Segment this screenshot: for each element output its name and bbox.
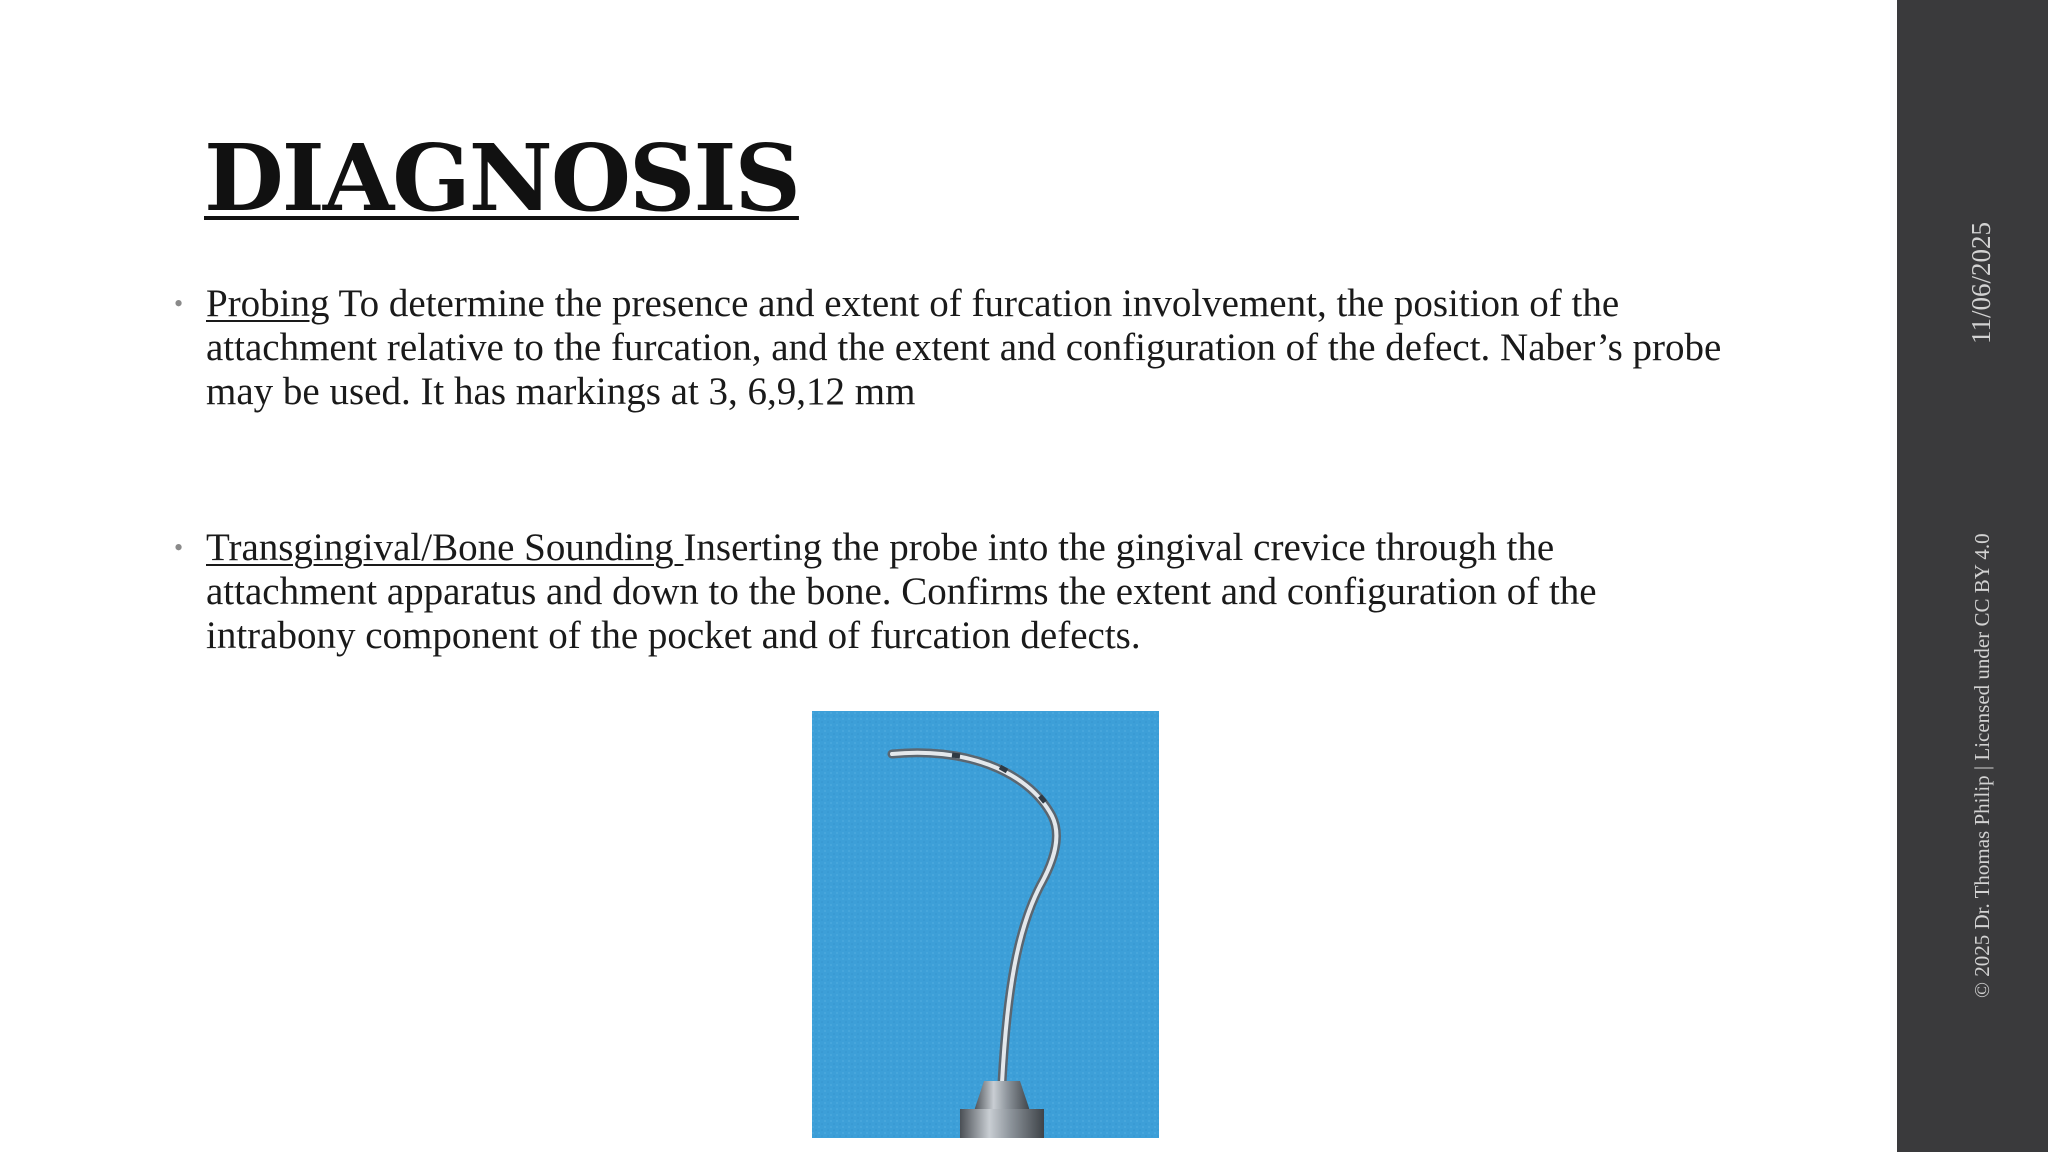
bullet-marker: • (174, 533, 184, 562)
bullet-text: To determine the presence and extent of furcation involvement, the position of the attachment relative to the furcation, and the extent and configuration of the defect. Naber’s probe may be used. It has markings at 3, 6,9,12 mm (206, 282, 1722, 413)
slide-footer: © 2025 Dr. Thomas Philip | Licensed under CC BY 4.0 (1970, 533, 1994, 998)
bullet-heading: Probing (206, 282, 330, 325)
probe-icon (812, 711, 1159, 1138)
bullet-list (174, 282, 1734, 658)
slide-date: 11/06/2025 (1966, 221, 1996, 344)
bullet-item-bone-sounding (174, 526, 1734, 658)
bullet-text: Inserting the probe into the gingival crevice through the attachment apparatus and down to the bone. Confirms the extent and configuration of the intrabony component of the pocket and of furcation defects. (206, 526, 1597, 657)
bullet-heading: Transgingival/Bone Sounding (206, 526, 684, 569)
bullet-item-probing (174, 282, 1734, 414)
slide-title: DIAGNOSIS (204, 124, 799, 232)
nabers-probe-photo (812, 711, 1159, 1138)
bullet-marker: • (174, 289, 184, 318)
